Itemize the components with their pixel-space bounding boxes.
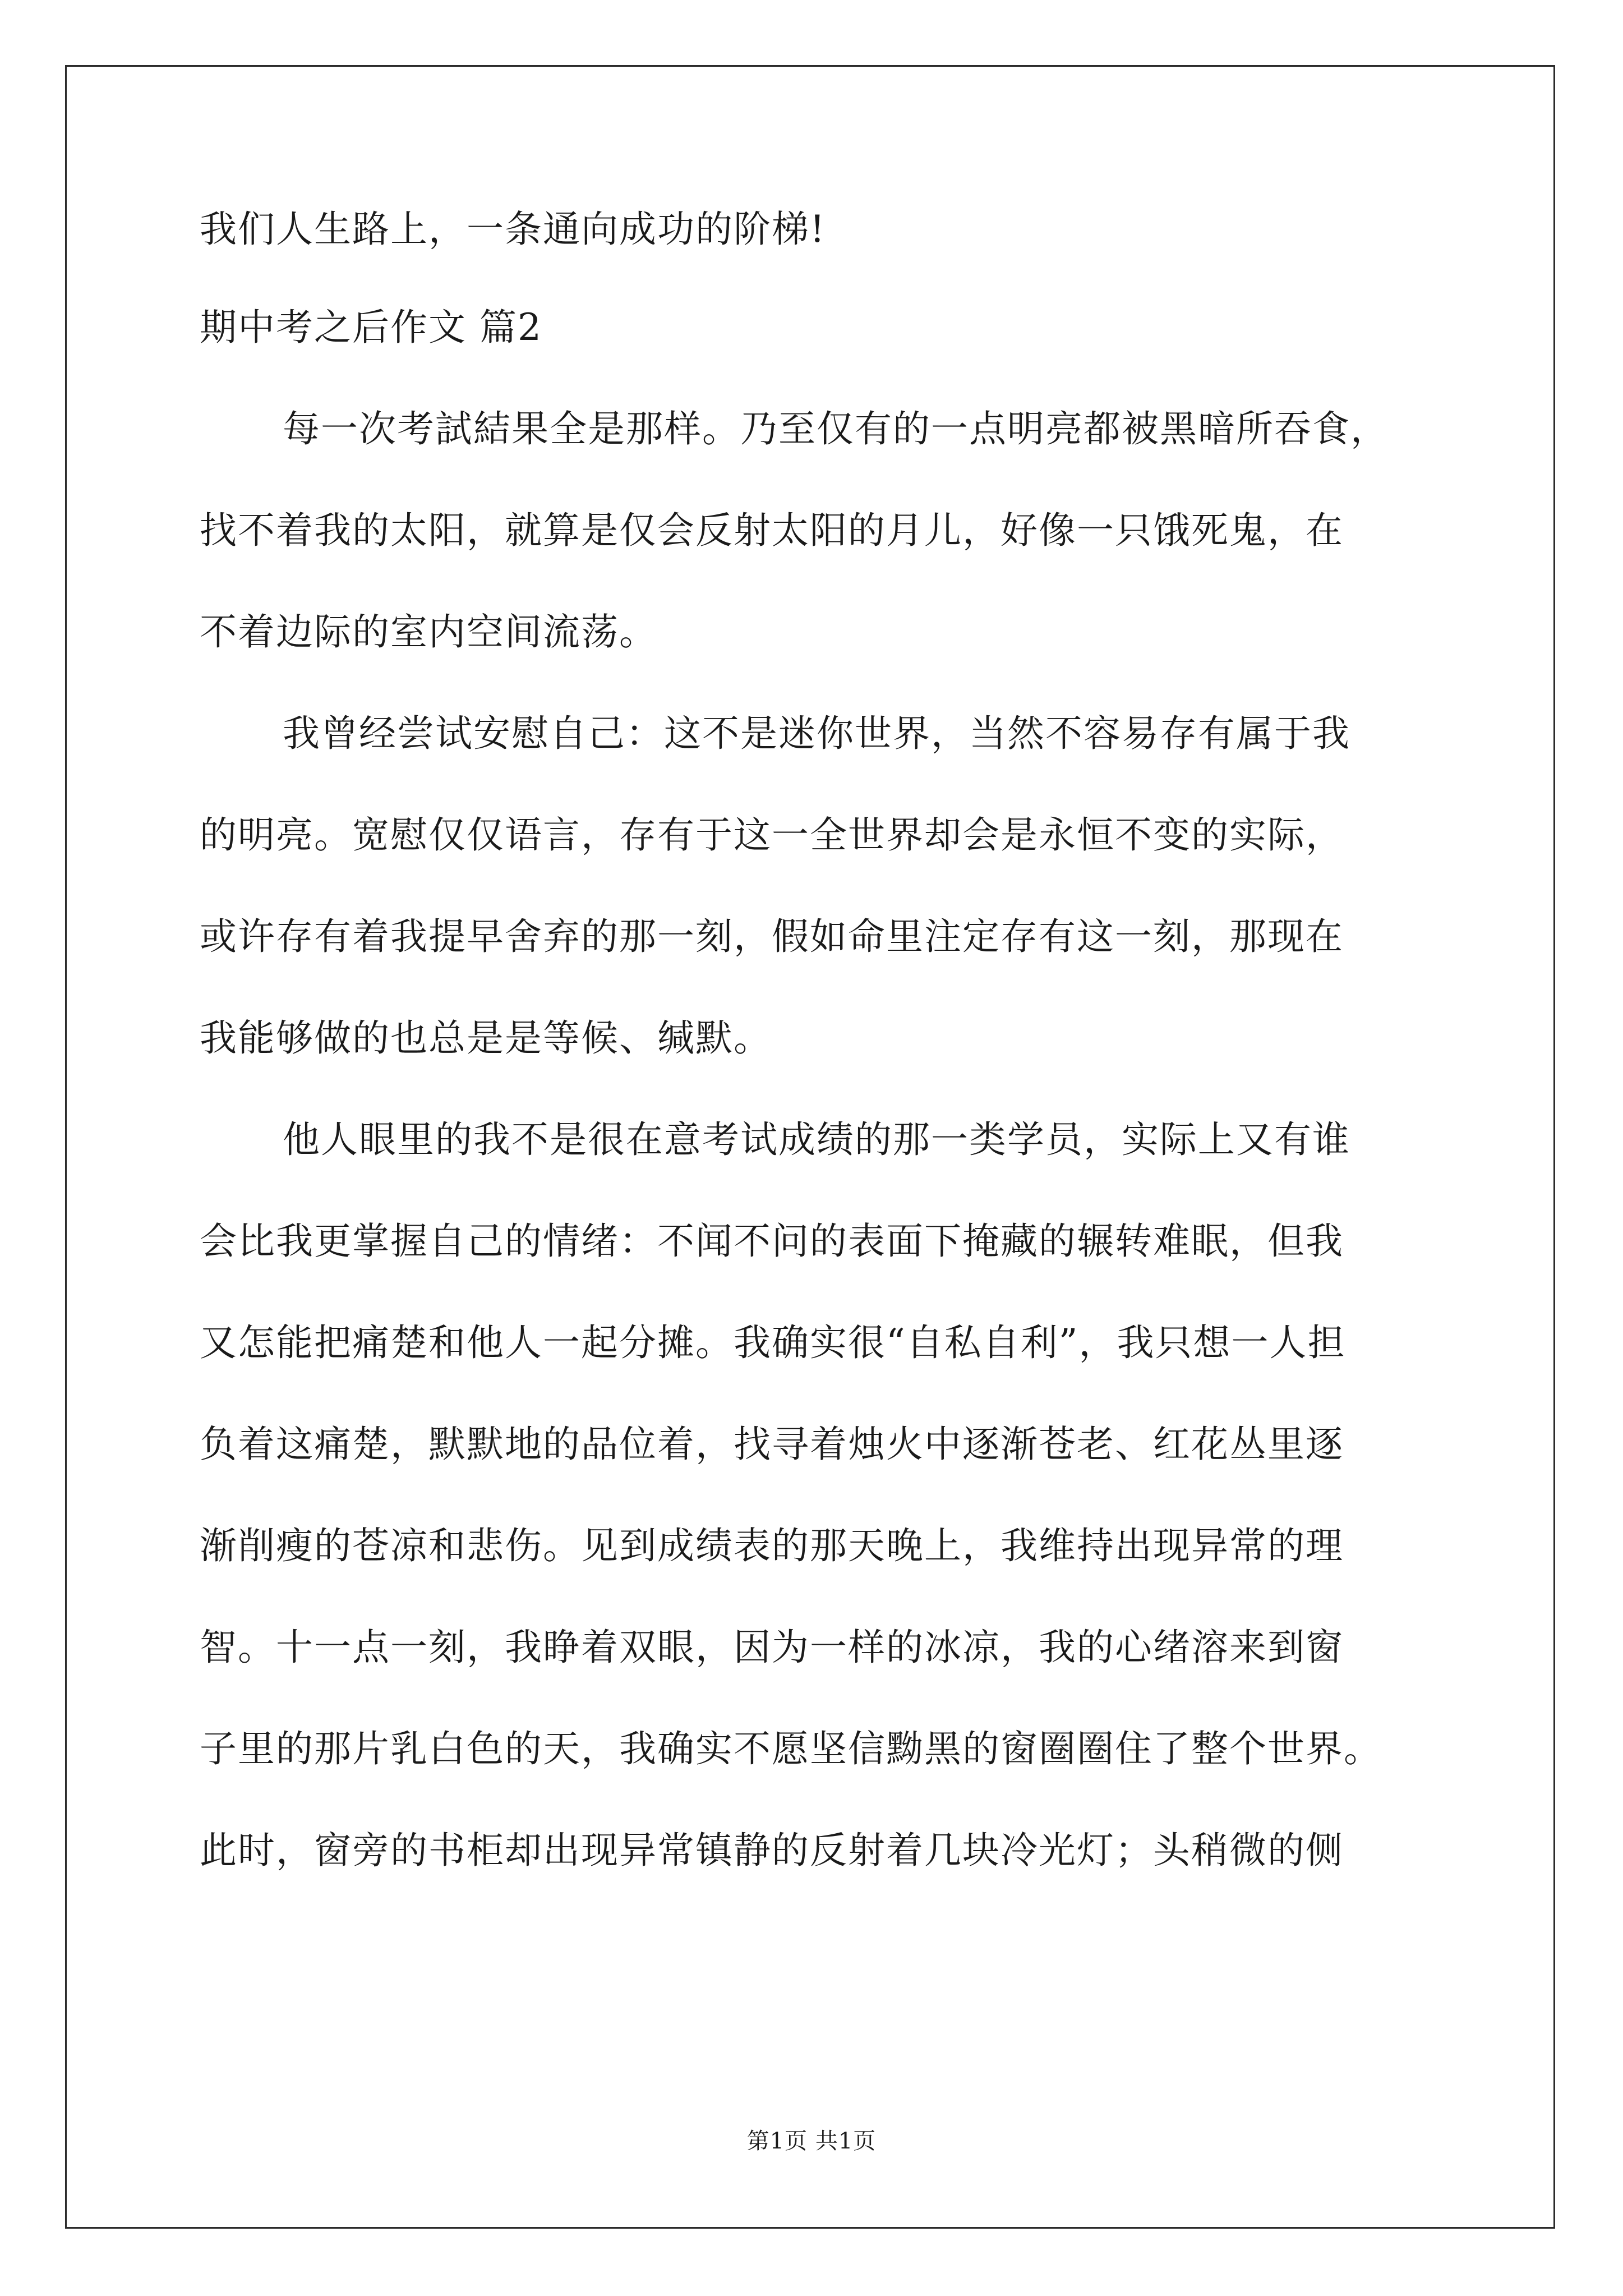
paragraph-line: 找不着我的太阳，就算是仅会反射太阳的月儿，好像一只饿死鬼，在	[200, 509, 1344, 552]
paragraph-line: 负着这痛楚，默默地的品位着，找寻着烛火中逐渐苍老、红花丛里逐	[200, 1423, 1344, 1466]
paragraph-line: 我能够做的也总是是等候、缄默。	[200, 1016, 772, 1060]
paragraph-line: 子里的那片乳白色的天，我确实不愿坚信黝黑的窗圈圈住了整个世界。	[200, 1727, 1382, 1770]
paragraph-line: 又怎能把痛楚和他人一起分摊。我确实很“自私自利”，我只想一人担	[200, 1321, 1346, 1364]
paragraph-line: 不着边际的室内空间流荡。	[200, 610, 657, 654]
paragraph-line: 或许存有着我提早舍弃的那一刻，假如命里注定存有这一刻，那现在	[200, 915, 1344, 958]
paragraph-line: 我曾经尝试安慰自己：这不是迷你世界，当然不容易存有属于我	[283, 712, 1350, 755]
paragraph-line: 每一次考試結果全是那样。乃至仅有的一点明亮都被黑暗所吞食，	[283, 407, 1389, 450]
paragraph-line: 会比我更掌握自己的情绪：不闻不问的表面下掩藏的辗转难眠，但我	[200, 1220, 1344, 1263]
paragraph-line: 的明亮。宽慰仅仅语言，存有于这一全世界却会是永恒不变的实际，	[200, 813, 1344, 857]
page-number-footer: 第1页 共1页	[746, 2128, 877, 2154]
text-line: 我们人生路上，一条通向成功的阶梯!	[200, 208, 826, 251]
section-heading: 期中考之后作文 篇2	[200, 306, 542, 349]
paragraph-line: 此时，窗旁的书柜却出现异常镇静的反射着几块冷光灯；头稍微的侧	[200, 1829, 1344, 1872]
paragraph-line: 智。十一点一刻，我睁着双眼，因为一样的冰凉，我的心绪溶来到窗	[200, 1626, 1344, 1669]
paragraph-line: 他人眼里的我不是很在意考试成绩的那一类学员，实际上又有谁	[283, 1118, 1350, 1161]
paragraph-line: 渐削瘦的苍凉和悲伤。见到成绩表的那天晚上，我维持出现异常的理	[200, 1524, 1344, 1567]
